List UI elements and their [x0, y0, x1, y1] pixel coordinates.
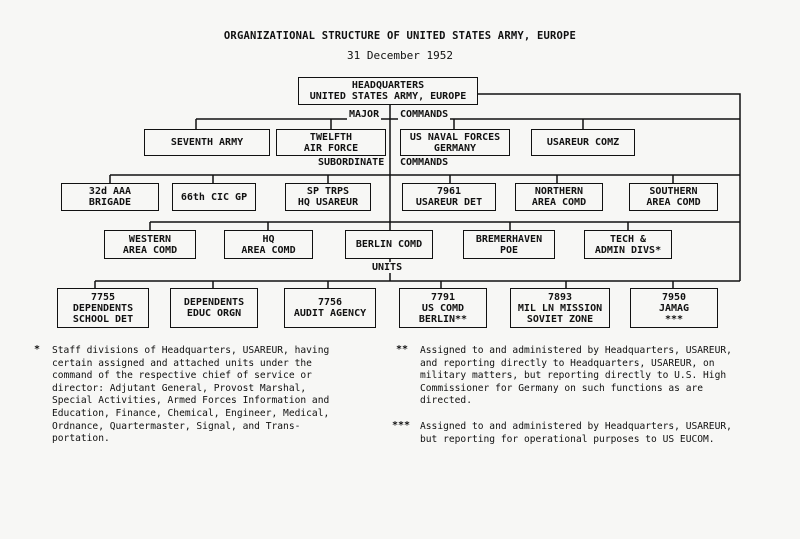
unit-box	[510, 288, 610, 328]
box-line1: NORTHERN	[534, 186, 584, 197]
label-subordinate: SUBORDINATE	[318, 157, 385, 168]
hq-line2: UNITED STATES ARMY, EUROPE	[309, 91, 467, 102]
box-line1: SP TRPS	[306, 186, 350, 197]
box-line2: AUDIT AGENCY	[293, 308, 367, 319]
subordinate-command-box	[172, 183, 256, 211]
unit-box	[284, 288, 376, 328]
subordinate-command-box	[61, 183, 159, 211]
major-command-box	[400, 129, 510, 156]
box-line1: 7961	[436, 186, 462, 197]
label-commands-major: COMMANDS	[400, 109, 449, 120]
box-line3: BERLIN**	[418, 313, 468, 325]
subordinate-command-box	[224, 230, 313, 259]
subordinate-command-box	[584, 230, 672, 259]
footnote-double-star-text: Assigned to and administered by Headquarters, USAREUR, and reporting directly to Headquarters, USAREUR, on military matters, but reporting directly to U.S. High Commissioner for Germany on such functions as are directed.	[420, 345, 732, 407]
chart-title: ORGANIZATIONAL STRUCTURE OF UNITED STATES ARMY, EUROPE	[223, 30, 577, 42]
box-line2: AREA COMD	[122, 244, 178, 256]
label-units: UNITS	[372, 262, 403, 273]
footnote-star-text: Staff divisions of Headquarters, USAREUR, having certain assigned and attached units under the command of the respective chief of service or director: Adjutant General, Provost Marshal, Special Activities, Armed Forces Information and Education, Finance, Chemical, Engineer, Medical, Ordnance, Quartermaster, Signal, and Trans- portation.	[52, 345, 330, 445]
subordinate-command-box	[515, 183, 603, 211]
box-line2: USAREUR DET	[415, 197, 483, 208]
major-command-box	[531, 129, 635, 156]
box-line2: AREA COMD	[241, 244, 296, 256]
box-line3: SCHOOL DET	[72, 313, 134, 325]
box-line2: MIL LN MISSION	[517, 302, 603, 314]
box-line1: WESTERN	[128, 233, 172, 245]
unit-box	[170, 288, 258, 328]
box-line2: BRIGADE	[88, 197, 132, 208]
label-major: MAJOR	[349, 109, 380, 120]
hq-line1: HEADQUARTERS	[351, 80, 425, 91]
major-command-box	[276, 129, 386, 156]
box-line1: USAREUR COMZ	[546, 137, 620, 148]
unit-box	[57, 288, 149, 328]
headquarters-box	[298, 77, 478, 105]
box-line2: US COMD	[421, 302, 465, 314]
box-line1: BREMERHAVEN	[475, 233, 543, 245]
footnote-triple-star-mark: ***	[392, 420, 411, 431]
box-line1: BERLIN COMD	[355, 239, 423, 250]
chart-date: 31 December 1952	[347, 49, 453, 62]
box-line1: TWELFTH	[309, 131, 353, 143]
box-line3: SOVIET ZONE	[526, 313, 594, 325]
box-line3: ***	[664, 313, 684, 325]
box-line2: DEPENDENTS	[72, 302, 134, 314]
box-line1: 7755	[90, 291, 116, 303]
unit-box	[630, 288, 718, 328]
box-line2: EDUC ORGN	[186, 308, 242, 319]
major-command-box	[144, 129, 270, 156]
subordinate-command-box	[345, 230, 433, 259]
subordinate-command-box	[285, 183, 371, 211]
box-line1: DEPENDENTS	[183, 297, 245, 308]
box-line1: SEVENTH ARMY	[170, 137, 244, 148]
box-line2: AREA COMD	[531, 197, 587, 208]
box-line1: 66th CIC GP	[180, 191, 248, 203]
box-line1: 7893	[547, 291, 573, 303]
footnote-triple-star-text: Assigned to and administered by Headquarters, USAREUR, but reporting for operational purposes to US EUCOM.	[420, 421, 732, 445]
footnote-double-star-mark: **	[396, 344, 409, 355]
subordinate-command-box	[629, 183, 718, 211]
box-line1: 7791	[430, 291, 456, 303]
unit-box	[399, 288, 487, 328]
subordinate-command-box	[104, 230, 196, 259]
footnote-star-mark: *	[34, 344, 41, 355]
subordinate-command-box	[402, 183, 496, 211]
box-line1: 32d AAA	[88, 186, 132, 197]
box-line2: GERMANY	[433, 142, 477, 154]
box-line1: SOUTHERN	[649, 186, 698, 197]
box-line1: 7950	[661, 291, 687, 303]
label-commands-subordinate: COMMANDS	[400, 157, 449, 168]
box-line2: AIR FORCE	[303, 142, 359, 154]
box-line1: 7756	[317, 297, 343, 308]
box-line2: HQ USAREUR	[297, 197, 359, 208]
box-line2: ADMIN DIVS*	[594, 244, 662, 256]
box-line1: HQ	[262, 233, 275, 245]
subordinate-command-box	[463, 230, 555, 259]
box-line2: JAMAG	[658, 302, 690, 314]
box-line2: POE	[499, 244, 519, 256]
box-line2: AREA COMD	[646, 197, 701, 208]
box-line1: TECH &	[609, 233, 647, 245]
box-line1: US NAVAL FORCES	[409, 131, 501, 143]
